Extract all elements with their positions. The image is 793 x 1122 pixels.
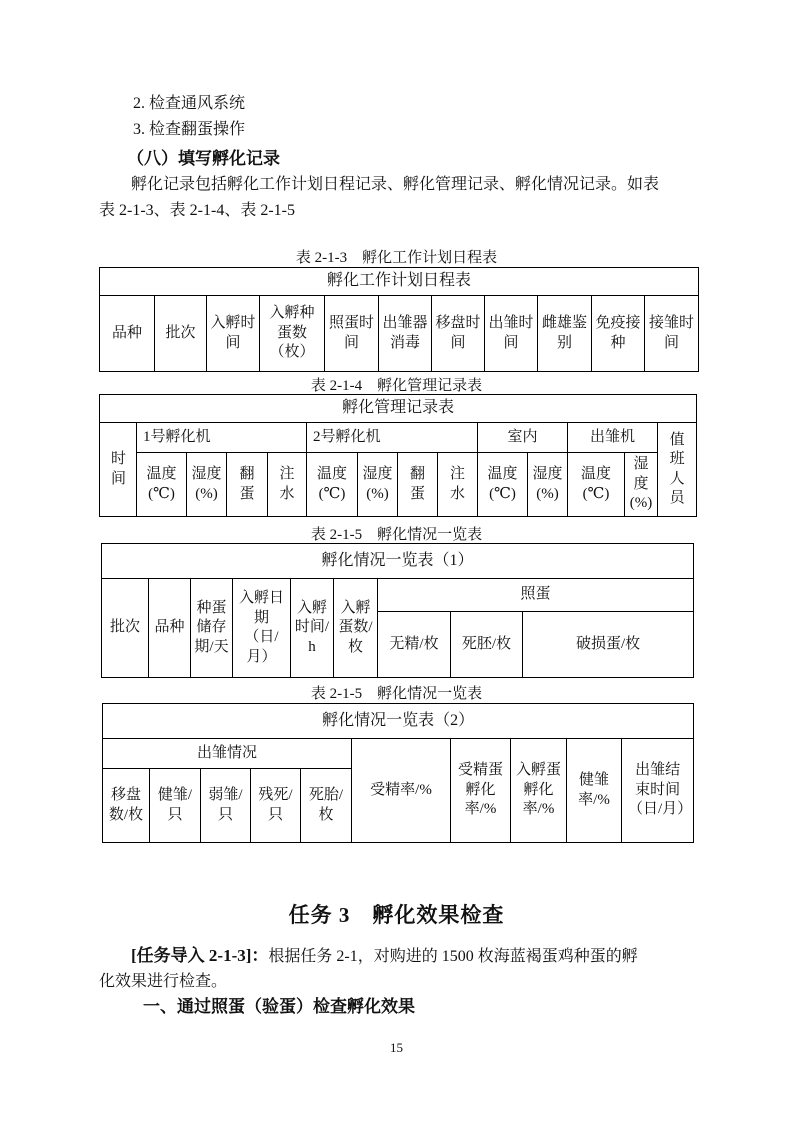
task3-lead-label: [任务导入 2-1-3]： bbox=[131, 946, 269, 965]
column-header: 温度(℃) bbox=[137, 453, 187, 517]
list-item-2: 2. 检查通风系统 bbox=[133, 95, 246, 112]
column-header-time: 时间 bbox=[100, 423, 137, 517]
column-header: 种蛋储存期/天 bbox=[191, 579, 233, 678]
column-header: 出雏时间 bbox=[485, 296, 538, 372]
column-header: 无精/枚 bbox=[378, 612, 451, 678]
column-header: 湿度(%) bbox=[358, 453, 398, 517]
column-header: 品种 bbox=[149, 579, 191, 678]
column-header: 健雏率/% bbox=[567, 739, 622, 843]
group-header-incubator2: 2号孵化机 bbox=[307, 423, 478, 453]
column-header: 批次 bbox=[102, 579, 149, 678]
column-header: 破损蛋/枚 bbox=[523, 612, 694, 678]
column-header: 受精率/% bbox=[352, 739, 451, 843]
table-2-1-5a-caption: 表 2-1-5 孵化情况一览表 bbox=[310, 527, 483, 543]
column-header-duty: 值班人员 bbox=[658, 423, 697, 517]
column-header: 品种 bbox=[100, 296, 155, 372]
page-number: 15 bbox=[390, 1040, 403, 1055]
intro-line-1: 孵化记录包括孵化工作计划日程记录、孵化管理记录、孵化情况记录。如表 bbox=[131, 176, 660, 193]
column-header: 温度(℃) bbox=[478, 453, 528, 517]
column-header: 出雏器消毒 bbox=[379, 296, 432, 372]
table-title: 孵化工作计划日程表 bbox=[100, 268, 699, 296]
column-header: 入孵种蛋数（枚） bbox=[260, 296, 325, 372]
column-header: 照蛋时间 bbox=[325, 296, 379, 372]
column-header: 受精蛋孵化率/% bbox=[451, 739, 511, 843]
table-title: 孵化情况一览表（1） bbox=[102, 544, 694, 579]
column-header: 批次 bbox=[155, 296, 207, 372]
column-header: 入孵时间/h bbox=[291, 579, 334, 678]
table-2-1-3-caption: 表 2-1-3 孵化工作计划日程表 bbox=[295, 250, 498, 266]
column-header: 死胎/枚 bbox=[301, 769, 352, 843]
list-item-3: 3. 检查翻蛋操作 bbox=[133, 121, 246, 138]
task3-sub-heading: 一、通过照蛋（验蛋）检查孵化效果 bbox=[143, 997, 415, 1016]
column-header: 出雏结束时间（日/月） bbox=[622, 739, 694, 843]
column-header: 入孵蛋数/枚 bbox=[334, 579, 378, 678]
group-header-candling: 照蛋 bbox=[378, 579, 694, 612]
task3-lead-text: 根据任务 2-1，对购进的 1500 枚海蓝褐蛋鸡种蛋的孵 bbox=[268, 948, 638, 965]
table-title: 孵化情况一览表（2） bbox=[103, 704, 694, 739]
task3-lead-line-2: 化效果进行检查。 bbox=[99, 973, 228, 990]
task3-lead-line-1 bbox=[131, 945, 638, 968]
column-header: 入孵蛋孵化率/% bbox=[511, 739, 567, 843]
column-header: 注水 bbox=[268, 453, 307, 517]
column-header: 入孵时间 bbox=[207, 296, 260, 372]
column-header: 健雏/只 bbox=[150, 769, 201, 843]
task3-heading: 任务 3 孵化效果检查 bbox=[288, 903, 505, 927]
table-2-1-5-part1 bbox=[101, 543, 694, 678]
column-header: 温度(℃) bbox=[568, 453, 625, 517]
column-header: 翻蛋 bbox=[398, 453, 438, 517]
group-header-incubator1: 1号孵化机 bbox=[137, 423, 307, 453]
column-header: 移盘时间 bbox=[432, 296, 485, 372]
table-2-1-3 bbox=[99, 267, 699, 372]
table-2-1-4 bbox=[99, 394, 697, 517]
column-header: 死胚/枚 bbox=[451, 612, 523, 678]
table-2-1-5-part2 bbox=[102, 703, 694, 843]
column-header: 翻蛋 bbox=[227, 453, 268, 517]
column-header: 温度(℃) bbox=[307, 453, 358, 517]
column-header: 湿度(%) bbox=[528, 453, 568, 517]
column-header: 湿度(%) bbox=[187, 453, 227, 517]
section-heading: （八）填写孵化记录 bbox=[127, 149, 280, 168]
table-2-1-4-caption: 表 2-1-4 孵化管理记录表 bbox=[310, 378, 483, 394]
column-header: 接雏时间 bbox=[645, 296, 699, 372]
column-header: 移盘数/枚 bbox=[103, 769, 150, 843]
group-header-hatcher: 出雏机 bbox=[568, 423, 658, 453]
column-header: 湿度(%) bbox=[625, 453, 658, 517]
column-header: 雌雄鉴别 bbox=[538, 296, 592, 372]
column-header: 弱雏/只 bbox=[201, 769, 251, 843]
intro-line-2: 表 2-1-3、表 2-1-4、表 2-1-5 bbox=[99, 202, 295, 219]
column-header: 入孵日期（日/月） bbox=[233, 579, 291, 678]
column-header: 免疫接种 bbox=[592, 296, 645, 372]
group-header-hatch-status: 出雏情况 bbox=[103, 739, 352, 769]
table-2-1-5b-caption: 表 2-1-5 孵化情况一览表 bbox=[310, 686, 483, 702]
table-title: 孵化管理记录表 bbox=[100, 395, 697, 423]
column-header: 注水 bbox=[438, 453, 478, 517]
column-header: 残死/只 bbox=[251, 769, 301, 843]
group-header-room: 室内 bbox=[478, 423, 568, 453]
